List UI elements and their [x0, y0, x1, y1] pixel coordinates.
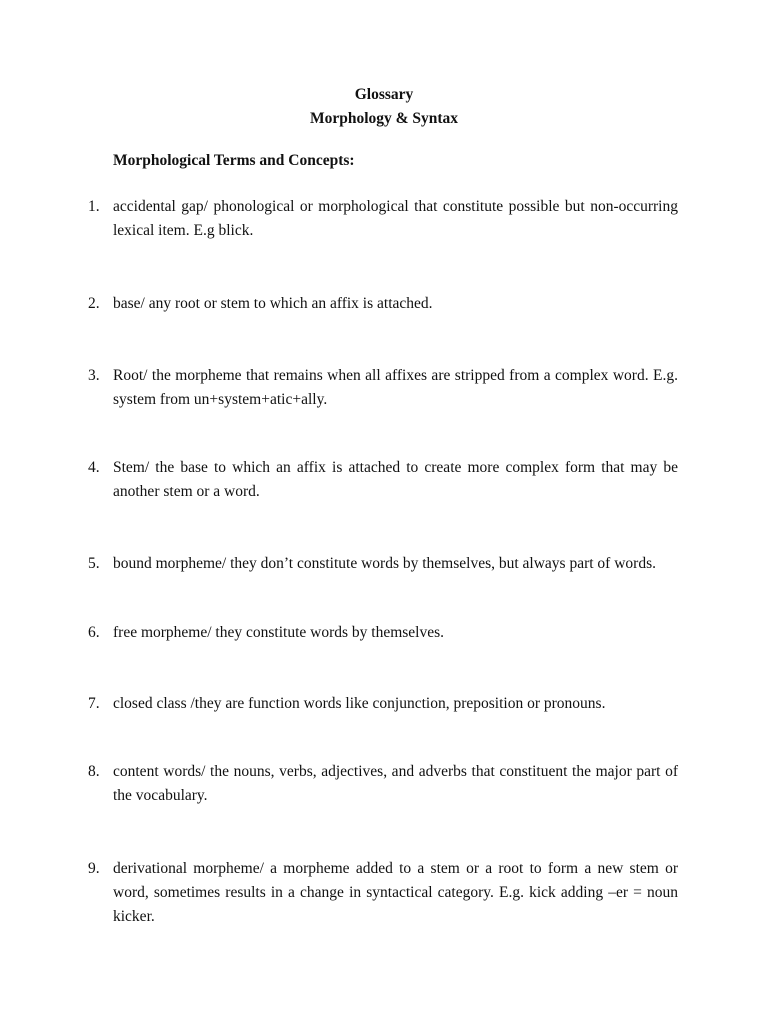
item-number: 5.	[88, 555, 100, 572]
glossary-item	[88, 552, 678, 576]
document-title: Glossary	[354, 86, 414, 103]
item-number: 6.	[88, 624, 100, 641]
section-heading: Morphological Terms and Concepts:	[113, 152, 355, 169]
item-text: content words/ the nouns, verbs, adjectives, and adverbs that constituent the major part of the vocabulary.	[113, 763, 678, 804]
item-text: bound morpheme/ they don’t constitute words by themselves, but always part of words.	[113, 555, 656, 572]
item-text: closed class /they are function words like conjunction, preposition or pronouns.	[113, 695, 606, 712]
item-number: 4.	[88, 459, 100, 476]
item-text: Stem/ the base to which an affix is attached to create more complex form that may be another stem or a word.	[113, 459, 678, 500]
item-number: 1.	[88, 198, 100, 215]
item-text: base/ any root or stem to which an affix is attached.	[113, 295, 433, 312]
item-number: 2.	[88, 295, 100, 312]
glossary-item	[88, 364, 678, 412]
item-number: 8.	[88, 763, 100, 780]
item-number: 3.	[88, 367, 100, 384]
item-text: free morpheme/ they constitute words by themselves.	[113, 624, 445, 641]
glossary-item	[88, 760, 678, 808]
glossary-item	[88, 692, 678, 716]
glossary-item	[88, 621, 678, 645]
glossary-item	[88, 857, 678, 929]
item-number: 9.	[88, 860, 100, 877]
glossary-item	[88, 292, 678, 316]
item-text: accidental gap/ phonological or morphological that constitute possible but non-occurring lexical item. E.g blick.	[113, 198, 678, 239]
glossary-item	[88, 456, 678, 504]
item-text: derivational morpheme/ a morpheme added to a stem or a root to form a new stem or word, sometimes results in a change in syntactical category. E.g. kick adding –er = noun kicker.	[113, 860, 678, 925]
item-number: 7.	[88, 695, 100, 712]
glossary-item	[88, 195, 678, 243]
document-subtitle: Morphology & Syntax	[309, 110, 459, 127]
item-text: Root/ the morpheme that remains when all affixes are stripped from a complex word. E.g. system from un+system+atic+ally.	[113, 367, 678, 408]
